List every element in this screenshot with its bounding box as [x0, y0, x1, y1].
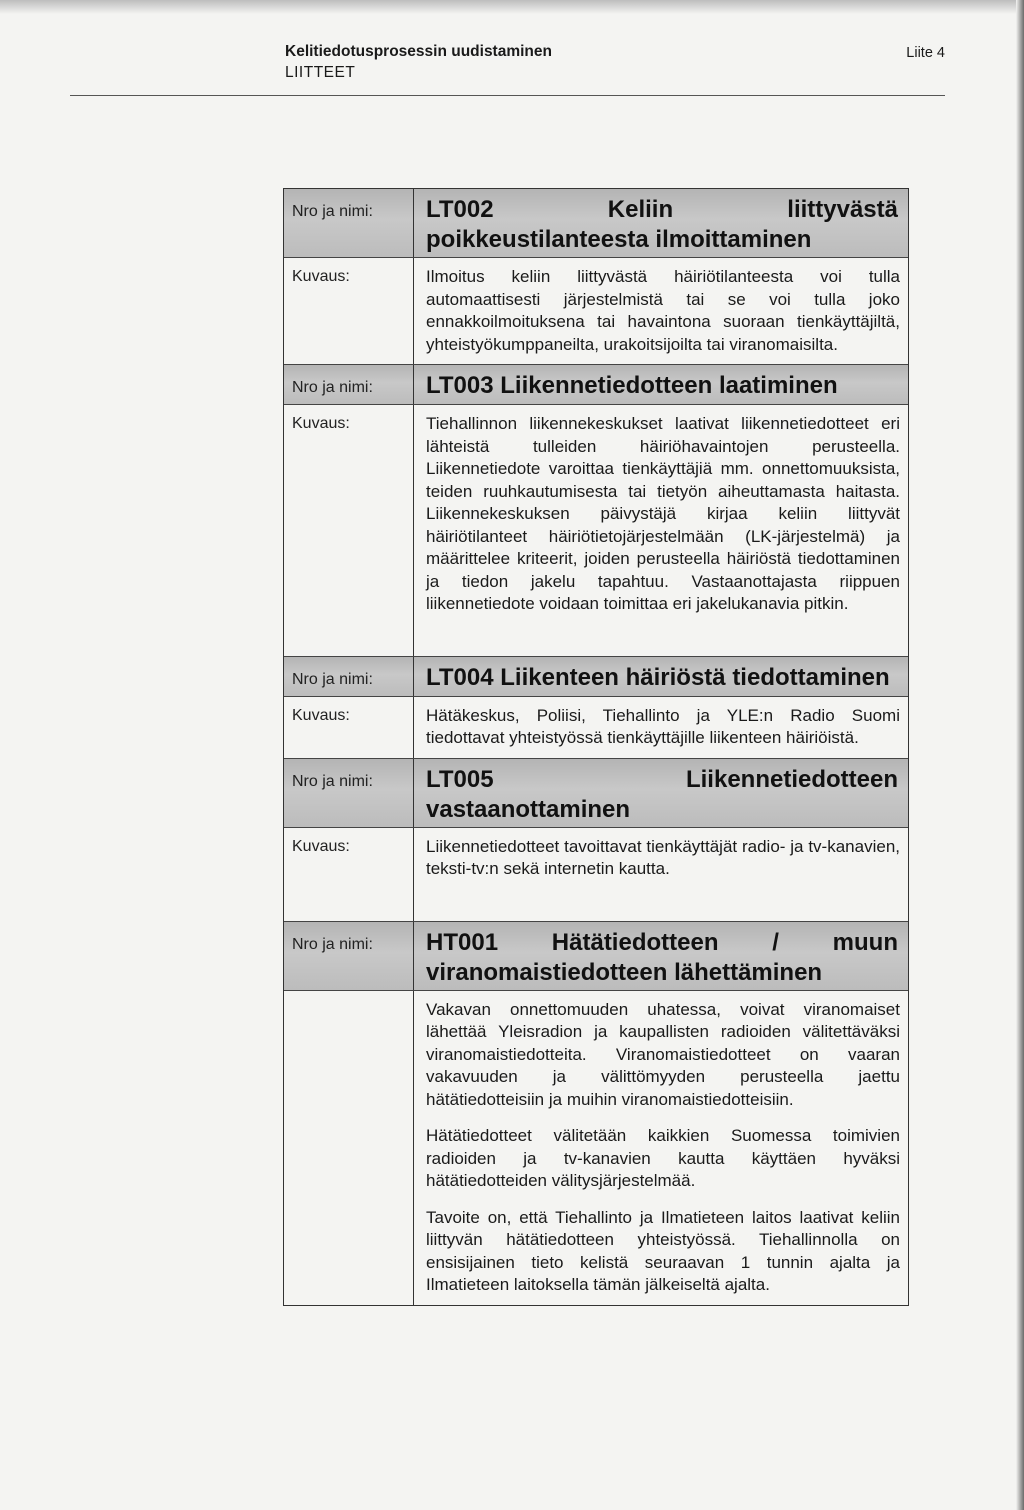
entry-description — [414, 828, 908, 921]
name-label: Nro ja nimi: — [284, 657, 414, 696]
spacer — [426, 895, 900, 913]
scan-edge-top — [0, 0, 1024, 14]
entry-name-row — [284, 364, 908, 404]
entry-name: LT005 Liikennetiedotteen vastaanottaminen — [414, 759, 908, 827]
spacer — [426, 630, 900, 648]
desc-label: Kuvaus: — [284, 405, 414, 656]
description-paragraph: Hätätiedotteet välitetään kaikkien Suomessa toimivien radioiden ja tv-kanavien kautta käyttäen hyväksi hätätiedotteiden välitysjärjestelmää. — [426, 1126, 900, 1190]
entry-desc-row — [284, 404, 908, 656]
name-label: Nro ja nimi: — [284, 189, 414, 257]
document-title: Kelitiedotusprosessin uudistaminen — [285, 43, 552, 60]
entry-description — [414, 697, 908, 758]
page-header — [285, 42, 945, 84]
desc-label: Kuvaus: — [284, 697, 414, 758]
page-number: Liite 4 — [906, 45, 945, 61]
entry-description — [414, 405, 908, 656]
entry-name-row — [284, 921, 908, 990]
name-label: Nro ja nimi: — [284, 922, 414, 990]
desc-label: Kuvaus: — [284, 828, 414, 921]
desc-label — [284, 991, 414, 1305]
entry-desc-row — [284, 990, 908, 1305]
name-label: Nro ja nimi: — [284, 365, 414, 404]
entry-name: LT004 Liikenteen häiriöstä tiedottaminen — [414, 657, 908, 696]
entry-desc-row — [284, 696, 908, 758]
entry-name: LT003 Liikennetiedotteen laatiminen — [414, 365, 908, 404]
description-paragraph: Tiehallinnon liikennekeskukset laativat liikennetiedotteet eri lähteistä tulleiden häiriöhavaintojen perusteella. Liikennetiedote varoittaa tienkäyttäjiä mm. onnettomuuksista, teiden ruuhkautumisesta tai tietyön aiheuttamasta haitasta. Liikennekeskuksen päivystäjä kirjaa keliin liittyvät häiriötilanteet häiriötietojärjestelmään (LK-järjestelmä) ja määrittelee kriteerit, joiden perusteella häiriöstä tiedottaminen ja tiedon jakelu tapahtuu. Vastaanottajasta riippuen liikennetiedote voidaan toimittaa eri jakelukanavia pitkin. — [426, 414, 900, 613]
entry-desc-row — [284, 827, 908, 921]
name-label: Nro ja nimi: — [284, 759, 414, 827]
header-divider — [70, 95, 945, 96]
entry-desc-row — [284, 257, 908, 364]
process-table — [283, 188, 909, 1306]
description-paragraph: Liikennetiedotteet tavoittavat tienkäyttäjät radio- ja tv-kanavien, teksti-tv:n sekä internetin kautta. — [426, 836, 900, 878]
entry-description — [414, 258, 908, 364]
document-subtitle: LIITTEET — [285, 64, 356, 81]
entry-name: HT001 Hätätiedotteen / muun viranomaistiedotteen lähettäminen — [414, 922, 908, 990]
entry-name-row — [284, 656, 908, 696]
scan-edge-right — [1016, 0, 1024, 1510]
description-paragraph: Hätäkeskus, Poliisi, Tiehallinto ja YLE:n Radio Suomi tiedottavat yhteistyössä tienkäyttäjille liikenteen häiriöistä. — [426, 705, 900, 747]
entry-name-row — [284, 758, 908, 827]
entry-name: LT002 Keliin liittyvästä poikkeustilanteesta ilmoittaminen — [414, 189, 908, 257]
description-paragraph: Tavoite on, että Tiehallinto ja Ilmatieteen laitos laativat keliin liittyvän hätätiedotteen yhteistyössä. Tiehallinnolla on ensisijainen tieto kelistä seuraavan 1 tunnin ajalta ja Ilmatieteen laitoksella tämän jälkeiseltä ajalta. — [426, 1207, 900, 1294]
description-paragraph: Vakavan onnettomuuden uhatessa, voivat viranomaiset lähettää Yleisradion ja kaupallisten radioiden välitettäväksi viranomaistiedotteita. Viranomaistiedotteet on vaaran vakavuuden ja välittömyyden perusteella jaettu hätätiedotteisiin ja muihin viranomaistiedotteisiin. — [426, 999, 900, 1109]
desc-label: Kuvaus: — [284, 258, 414, 364]
entry-description — [414, 991, 908, 1305]
entry-name-row — [284, 189, 908, 257]
description-paragraph: Ilmoitus keliin liittyvästä häiriötilanteesta voi tulla automaattisesti järjestelmistä tai se voi tulla joko ennakkoilmoituksena tai havaintona suoraan tienkäyttäjiltä, yhteistyökumppaneilta, urakoitsijoilta tai viranomaisilta. — [426, 267, 900, 354]
